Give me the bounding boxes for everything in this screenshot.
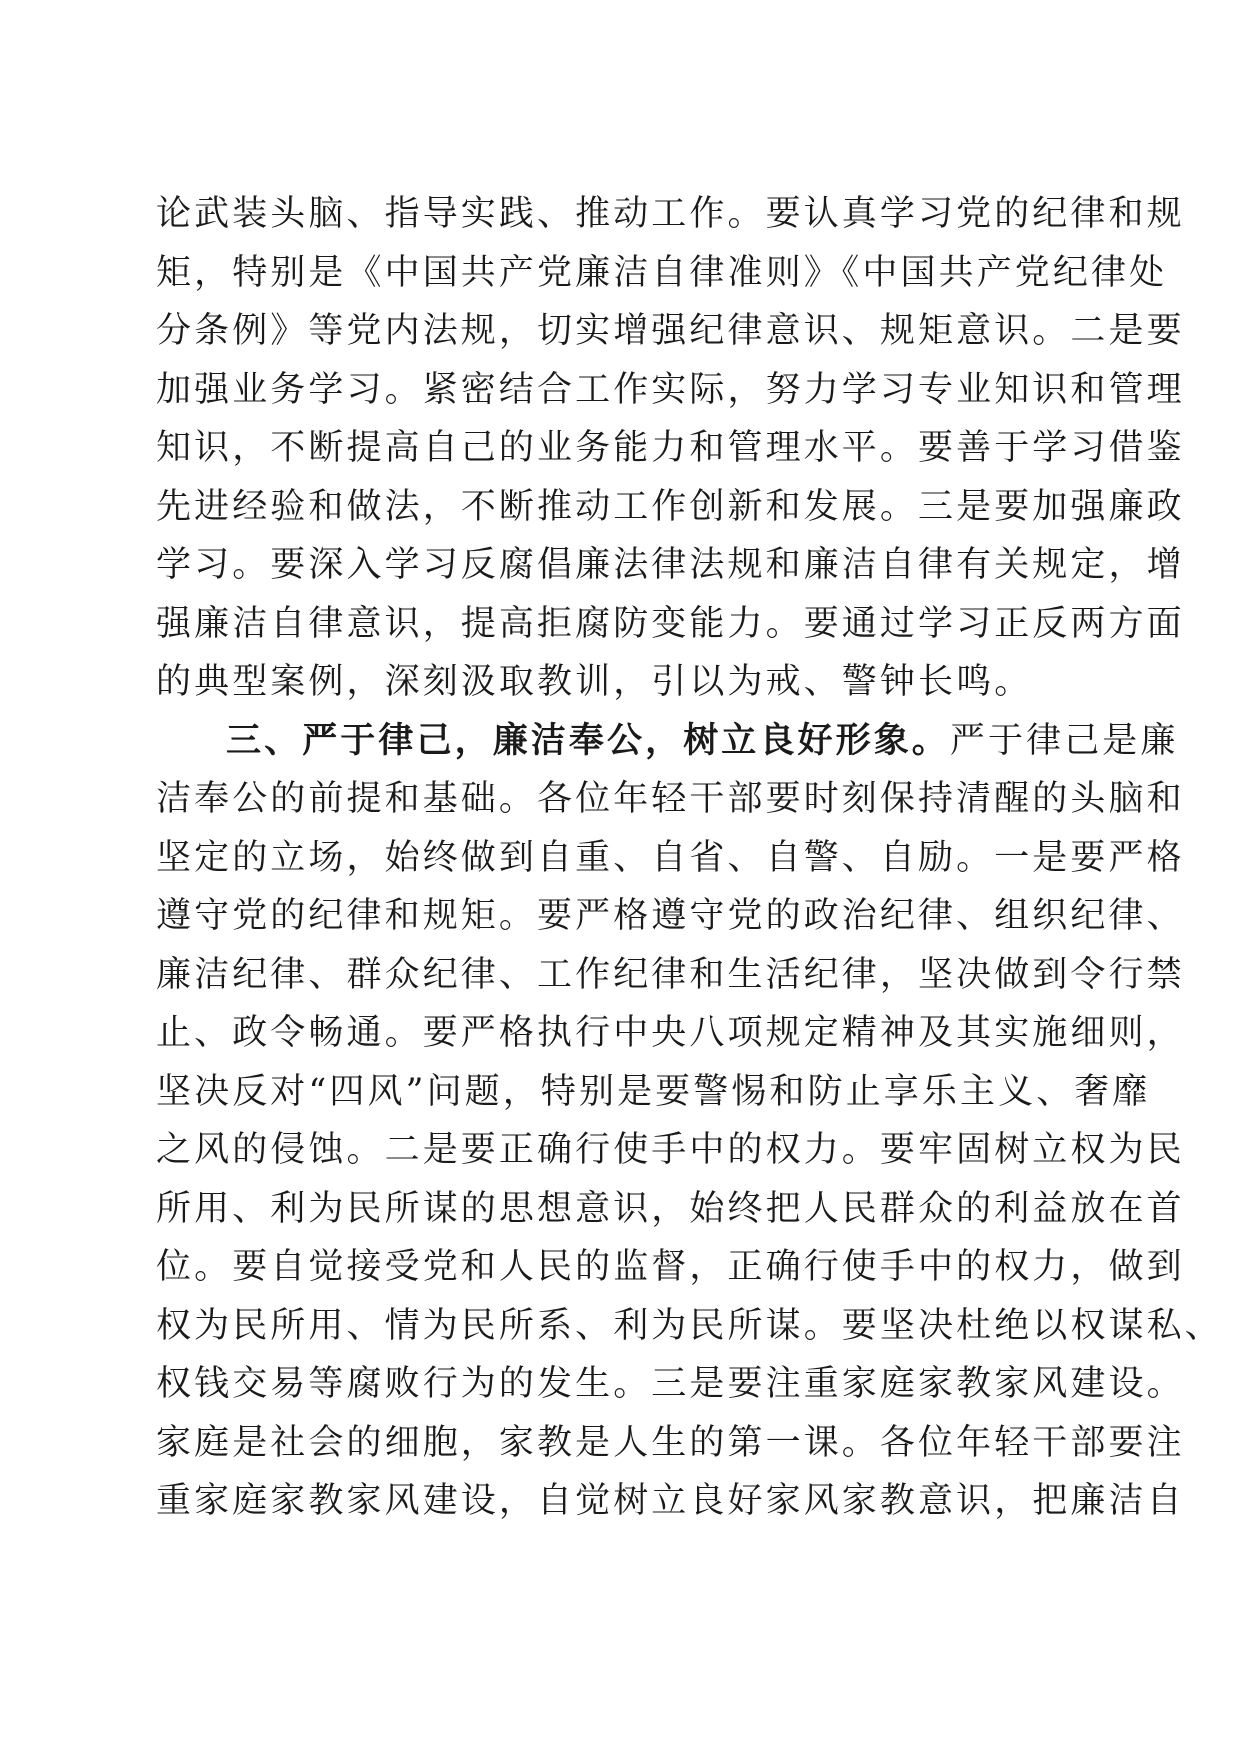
text-line: 坚决反对“四风”问题，特别是要警惕和防止享乐主义、奢靡 — [156, 1071, 1151, 1112]
text-line: 坚定的立场，始终做到自重、自省、自警、自励。一是要严格 — [156, 837, 1185, 878]
text-line: 知识，不断提高自己的业务能力和管理水平。要善于学习借鉴 — [156, 428, 1185, 468]
text-line: 强廉洁自律意识，提高拒腐防变能力。要通过学习正反两方面 — [156, 603, 1185, 644]
text-line: 位。要自觉接受党和人民的监督，正确行使手中的权力，做到 — [156, 1247, 1185, 1287]
section-heading-rest: 严于律己是廉 — [949, 720, 1179, 761]
text-line: 止、政令畅通。要严格执行中央八项规定精神及其实施细则， — [156, 1013, 1185, 1053]
text-line: 矩，特别是《中国共产党廉洁自律准则》《中国共产党纪律处 — [156, 252, 1168, 293]
text-line: 家庭是社会的细胞，家教是人生的第一课。各位年轻干部要注 — [156, 1422, 1185, 1463]
text-line: 论武装头脑、指导实践、推动工作。要认真学习党的纪律和规 — [156, 194, 1185, 234]
text-line: 权为民所用、情为民所系、利为民所谋。要坚决杜绝以权谋私、 — [156, 1305, 1223, 1346]
text-line: 遵守党的纪律和规矩。要严格遵守党的政治纪律、组织纪律、 — [156, 896, 1185, 936]
text-line: 加强业务学习。紧密结合工作实际，努力学习专业知识和管理 — [156, 369, 1185, 410]
text-line: 权钱交易等腐败行为的发生。三是要注重家庭家教家风建设。 — [156, 1364, 1185, 1404]
text-line: 之风的侵蚀。二是要正确行使手中的权力。要牢固树立权为民 — [156, 1130, 1185, 1170]
section-heading-line — [156, 712, 1179, 771]
text-line: 重家庭家教家风建设，自觉树立良好家风家教意识，把廉洁自 — [156, 1481, 1185, 1521]
text-line: 分条例》等党内法规，切实增强纪律意识、规矩意识。二是要 — [156, 311, 1185, 351]
text-line: 廉洁纪律、群众纪律、工作纪律和生活纪律，坚决做到令行禁 — [156, 954, 1185, 995]
text-line: 学习。要深入学习反腐倡廉法律法规和廉洁自律有关规定，增 — [156, 545, 1185, 585]
body-text — [156, 185, 1223, 1531]
text-line: 所用、利为民所谋的思想意识，始终把人民群众的利益放在首 — [156, 1188, 1185, 1229]
section-heading: 三、严于律己，廉洁奉公，树立良好形象。 — [226, 719, 950, 761]
text-line: 洁奉公的前提和基础。各位年轻干部要时刻保持清醒的头脑和 — [156, 779, 1185, 819]
text-line: 的典型案例，深刻汲取教训，引以为戒、警钟长鸣。 — [156, 662, 1033, 702]
text-line: 先进经验和做法，不断推动工作创新和发展。三是要加强廉政 — [156, 486, 1185, 527]
